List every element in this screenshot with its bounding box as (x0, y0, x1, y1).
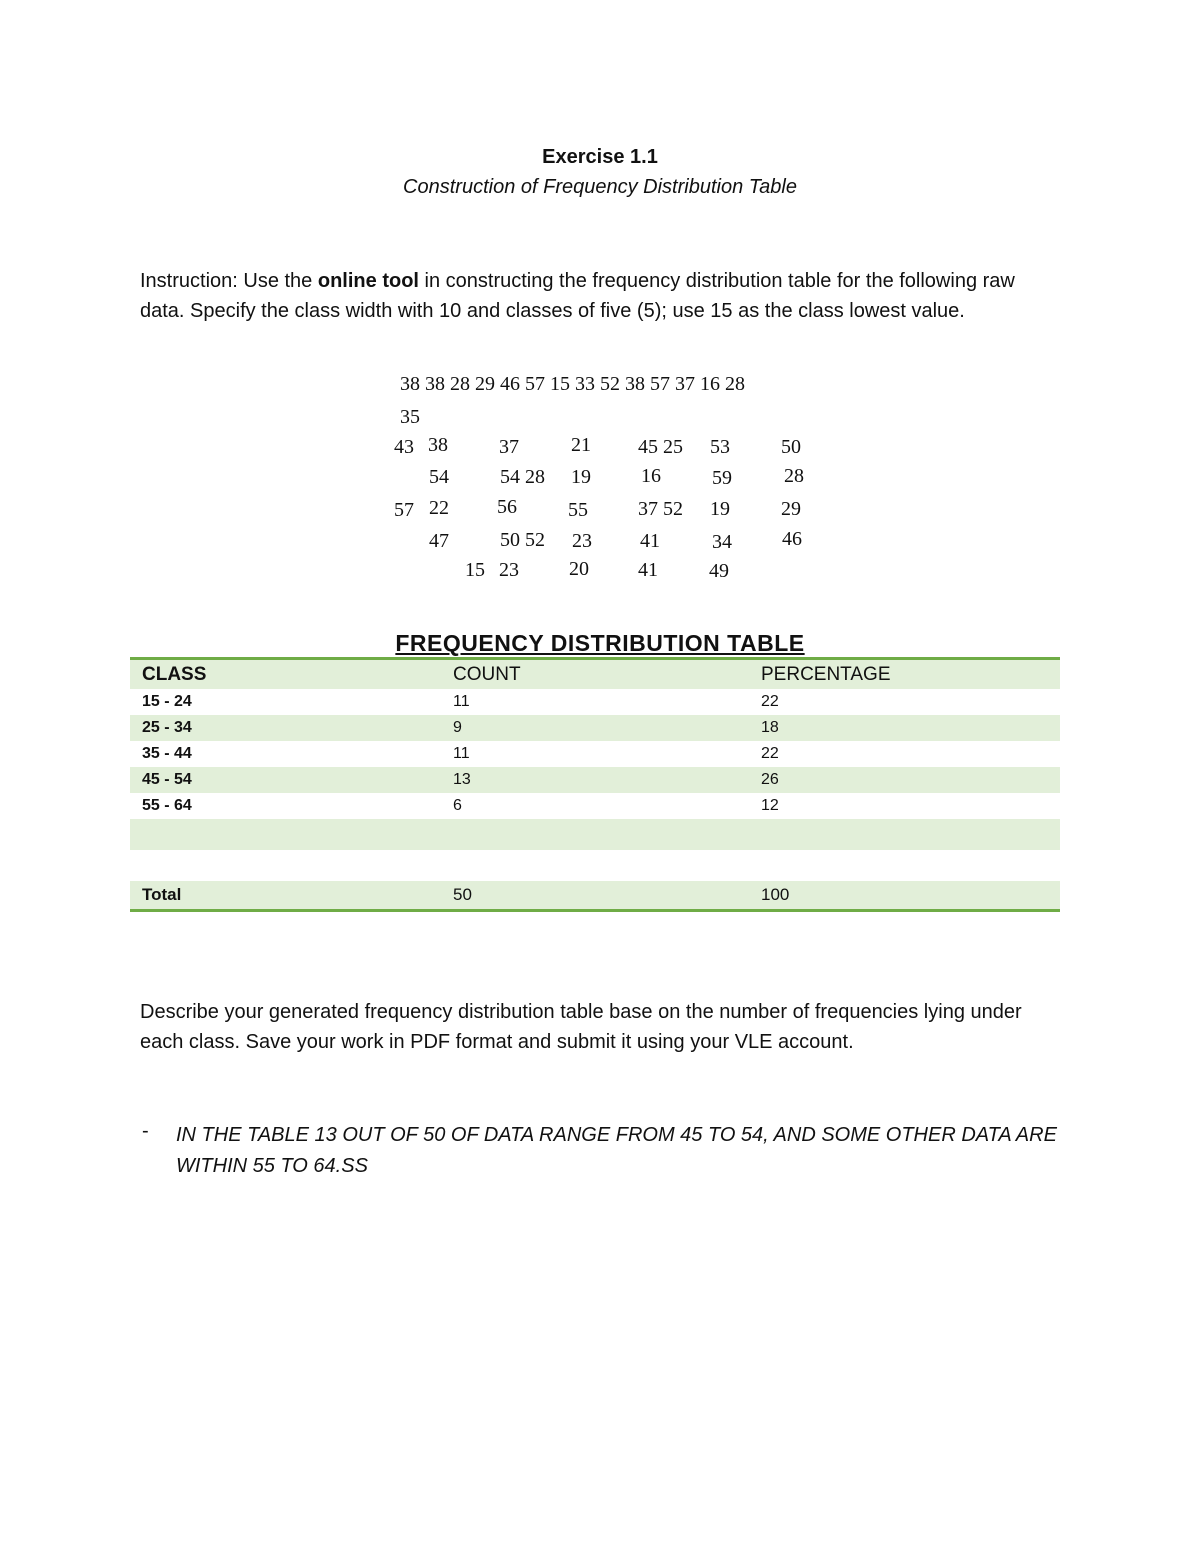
raw-data-value: 59 (712, 467, 732, 489)
class-cell: 25 - 34 (130, 715, 441, 741)
raw-data-value: 49 (709, 560, 729, 582)
empty-cell (130, 850, 441, 881)
raw-data-value: 57 (394, 499, 414, 521)
header-class: CLASS (130, 659, 441, 690)
table-header-row (130, 659, 1060, 690)
raw-data-value: 20 (569, 558, 589, 580)
raw-data-value: 50 52 (500, 529, 545, 551)
instruction-text-start: Instruction: Use the (140, 270, 318, 292)
table-row (130, 793, 1060, 819)
raw-data-value: 16 (641, 465, 661, 487)
percentage-cell: 22 (761, 693, 779, 710)
raw-data-value: 56 (497, 496, 517, 518)
percentage-cell: 22 (761, 745, 779, 762)
count-cell: 11 (453, 693, 470, 710)
count-cell: 6 (453, 797, 462, 814)
table-empty-row (130, 850, 1060, 881)
instruction-bold-text: online tool (317, 270, 419, 292)
raw-data-value: 19 (710, 498, 730, 520)
raw-data-value: 50 (781, 436, 801, 458)
percentage-cell: 18 (749, 715, 1060, 741)
raw-data-value: 21 (571, 434, 591, 456)
raw-data-value: 19 (571, 466, 591, 488)
raw-data-value: 43 (394, 436, 414, 458)
raw-data-value: 22 (429, 497, 449, 519)
empty-cell (441, 819, 749, 850)
class-cell: 45 - 54 (130, 767, 441, 793)
instruction-text-end: in constructing the frequency distribution table for the following raw data. Specify the class width with 10 and classes of five (5); use 15 as the class lowest value. (140, 270, 1015, 322)
frequency-table-title: FREQUENCY DISTRIBUTION TABLE (395, 630, 805, 656)
class-cell: 15 - 24 (142, 693, 192, 710)
count-cell: 11 (453, 745, 470, 762)
table-total-row (130, 881, 1060, 911)
raw-data-value: 41 (638, 559, 658, 581)
answer-text: IN THE TABLE 13 OUT OF 50 OF DATA RANGE FROM 45 TO 54, AND SOME OTHER DATA ARE WITHIN 55 TO 64.SS (176, 1124, 1057, 1177)
raw-data-value: 37 (499, 436, 519, 458)
describe-paragraph: Describe your generated frequency distribution table base on the number of frequencies lying under each class. Save your work in PDF format and submit it using your VLE account. (140, 1001, 1022, 1053)
table-row (130, 767, 1060, 793)
empty-cell (749, 850, 1060, 881)
raw-data-value: 34 (712, 531, 732, 553)
raw-data-value: 54 28 (500, 466, 545, 488)
raw-data-value: 37 52 (638, 498, 683, 520)
raw-data-value: 41 (640, 530, 660, 552)
class-cell: 55 - 64 (142, 797, 192, 814)
class-cell: 35 - 44 (142, 745, 192, 762)
total-label: Total (130, 881, 441, 911)
raw-data-value: 46 (782, 528, 802, 550)
raw-data-value: 23 (499, 559, 519, 581)
total-count: 50 (441, 881, 749, 911)
raw-data-value: 45 25 (638, 436, 683, 458)
percentage-cell: 26 (749, 767, 1060, 793)
table-empty-row (130, 819, 1060, 850)
empty-cell (441, 850, 749, 881)
raw-data-value: 29 (781, 498, 801, 520)
raw-data-line: 35 (400, 406, 420, 428)
empty-cell (130, 819, 441, 850)
table-row (130, 715, 1060, 741)
table-row (130, 689, 1060, 715)
raw-data-value: 47 (429, 530, 449, 552)
raw-data-line: 38 38 28 29 46 57 15 33 52 38 57 37 16 28 (400, 373, 745, 395)
raw-data-value: 23 (572, 530, 592, 552)
percentage-cell: 12 (761, 797, 779, 814)
raw-data-value: 53 (710, 436, 730, 458)
raw-data-value: 15 (465, 559, 485, 581)
answer-bullet: - (142, 1120, 149, 1142)
header-count: COUNT (441, 659, 749, 690)
count-cell: 9 (441, 715, 749, 741)
raw-data-value: 38 (428, 434, 448, 456)
frequency-distribution-table (130, 657, 1060, 912)
raw-data-value: 55 (568, 499, 588, 521)
raw-data-value: 54 (429, 466, 449, 488)
empty-cell (749, 819, 1060, 850)
header-percentage: PERCENTAGE (749, 659, 1060, 690)
exercise-subtitle: Construction of Frequency Distribution Table (403, 176, 797, 198)
raw-data-value: 28 (784, 465, 804, 487)
instruction-paragraph (140, 266, 1040, 326)
total-percentage: 100 (749, 881, 1060, 911)
count-cell: 13 (441, 767, 749, 793)
exercise-title: Exercise 1.1 (542, 146, 658, 168)
table-row (130, 741, 1060, 767)
